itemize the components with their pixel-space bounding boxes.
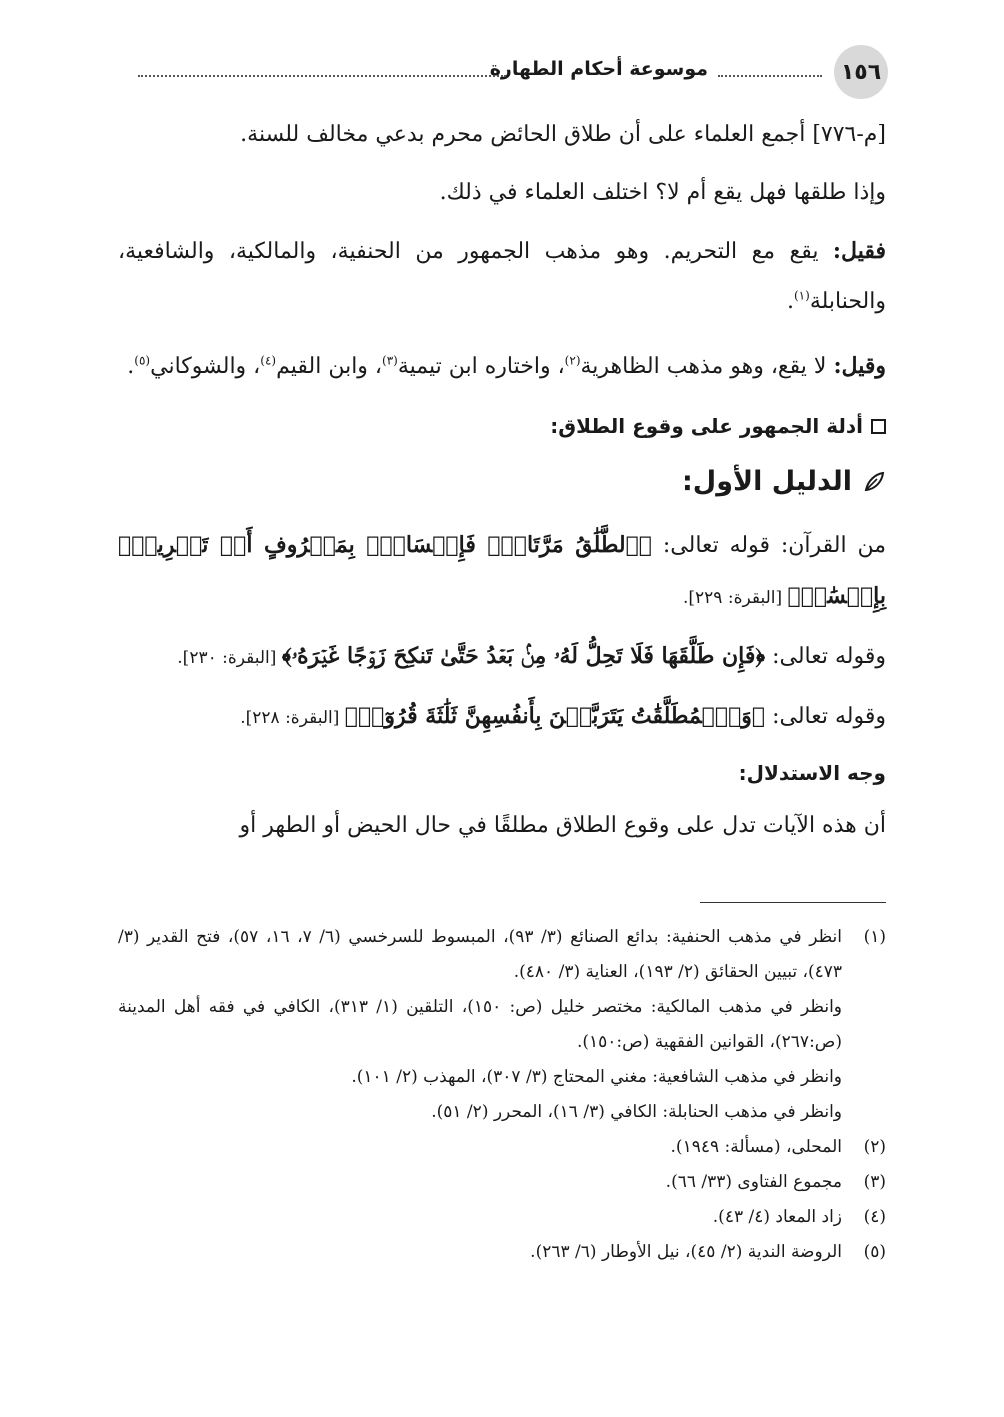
citation-intro: من القرآن: قوله تعالى: xyxy=(652,533,886,558)
footnote-text: زاد المعاد (٤/ ٤٣). xyxy=(712,1207,842,1227)
paragraph-majority-view xyxy=(118,226,886,327)
running-title: موسوعة أحكام الطهارة xyxy=(489,58,708,80)
paragraph-text: ، والشوكاني xyxy=(150,354,261,379)
footnote-number: (٤) xyxy=(863,1207,886,1227)
heading-text: الدليل الأول: xyxy=(681,466,852,497)
quran-citation-2 xyxy=(118,631,886,683)
footnote-text: المحلى، (مسألة: ١٩٤٩). xyxy=(670,1137,842,1157)
paragraph-minority-view xyxy=(118,341,886,392)
verse-reference: [البقرة: ٢٣٠]. xyxy=(177,648,282,668)
citation-intro: وقوله تعالى: xyxy=(765,644,886,669)
footnote-ref-3[interactable]: (٣) xyxy=(382,353,398,368)
verse-reference: [البقرة: ٢٢٩]. xyxy=(682,588,788,608)
footnote-ref-4[interactable]: (٤) xyxy=(260,353,277,368)
footnote-number: (٢) xyxy=(863,1137,886,1157)
footnotes xyxy=(118,920,886,1270)
paragraph-consensus: [م-٧٧٦] أجمع العلماء على أن طلاق الحائض محرم بدعي مخالف للسنة. xyxy=(240,122,886,147)
quran-verse: ﴿ٱلطَّلَٰقُ مَرَّتَانِۖ فَإِمۡسَاكُۢ بِمَعۡرُوفٍ أَوۡ تَسۡرِيحُۢ بِإِحۡسَٰنٖ﴾ xyxy=(118,532,886,609)
lead-word: وقيل: xyxy=(833,353,886,379)
quran-citation-3 xyxy=(118,691,886,743)
header-dots-left xyxy=(138,75,506,77)
footnote-continuation: وانظر في مذهب الحنابلة: الكافي (٣/ ١٦)، المحرر (٢/ ٥١). xyxy=(431,1102,842,1122)
footnote-5 xyxy=(118,1235,886,1270)
quran-verse: ﴿فَإِن طَلَّقَهَا فَلَا تَحِلُّ لَهُۥ مِنۢ بَعۡدُ حَتَّىٰ تَنكِحَ زَوۡجًا غَيۡرَهُۥ﴾ xyxy=(281,643,766,669)
lead-word: فقيل: xyxy=(832,238,886,264)
punctuation: . xyxy=(786,289,794,314)
quran-verse: ﴿وَٱلۡمُطَلَّقَٰتُ يَتَرَبَّصۡنَ بِأَنفُسِهِنَّ ثَلَٰثَةَ قُرُوٓءٖ﴾ xyxy=(344,703,766,729)
footnote-number: (٥) xyxy=(863,1242,886,1262)
heading-text: أدلة الجمهور على وقوع الطلاق: xyxy=(550,414,863,438)
page-number: ١٥٦ xyxy=(834,45,888,99)
footnote-text: انظر في مذهب الحنفية: بدائع الصنائع (٣/ ٩٣)، المبسوط للسرخسي (٦/ ٧، ١٦، ٥٧)، فتح القدير (٣/ ٤٧٣)، تبيين الحقائق (٢/ ١٩٣)، العناية (٣/ ٤٨٠). xyxy=(118,927,842,982)
section-heading-inference: وجه الاستدلال: xyxy=(738,761,886,785)
paragraph-question: وإذا طلقها فهل يقع أم لا؟ اختلف العلماء في ذلك. xyxy=(439,180,886,205)
punctuation: . xyxy=(127,354,135,379)
paragraph-text: ، وابن القيم xyxy=(276,354,383,379)
footnote-divider xyxy=(700,902,886,903)
footnote-ref-1[interactable]: (١) xyxy=(793,288,810,303)
quran-citation-1 xyxy=(118,520,886,623)
footnote-ref-5[interactable]: (٥) xyxy=(134,353,151,368)
header-dots-right xyxy=(718,75,822,77)
paragraph-text: ، واختاره ابن تيمية xyxy=(397,354,565,379)
footnote-continuation: وانظر في مذهب الشافعية: مغني المحتاج (٣/ ٣٠٧)، المهذب (٢/ ١٠١). xyxy=(351,1067,842,1087)
citation-intro: وقوله تعالى: xyxy=(765,704,886,729)
verse-reference: [البقرة: ٢٢٨]. xyxy=(240,708,345,728)
section-heading-evidence xyxy=(118,406,886,446)
footnote-text: مجموع الفتاوى (٣٣/ ٦٦). xyxy=(665,1172,842,1192)
footnote-3 xyxy=(118,1165,886,1200)
footnote-ref-2[interactable]: (٢) xyxy=(564,353,581,368)
paragraph-text: لا يقع، وهو مذهب الظاهرية xyxy=(580,354,834,379)
footnote-2 xyxy=(118,1130,886,1165)
section-heading-first-evidence xyxy=(118,456,886,508)
footnote-text: الروضة الندية (٢/ ٤٥)، نيل الأوطار (٦/ ٢٦٣). xyxy=(530,1242,842,1262)
footnote-4 xyxy=(118,1200,886,1235)
checkbox-icon xyxy=(871,419,886,434)
footnote-number: (٣) xyxy=(863,1172,886,1192)
paragraph-inference: أن هذه الآيات تدل على وقوع الطلاق مطلقًا في حال الحيض أو الطهر أو xyxy=(239,813,886,838)
paragraph-text: يقع مع التحريم. وهو مذهب الجمهور من الحنفية، والمالكية، والشافعية، والحنابلة xyxy=(118,239,886,314)
footnote-number: (١) xyxy=(863,927,886,947)
footnote-continuation: وانظر في مذهب المالكية: مختصر خليل (ص: ١٥٠)، التلقين (١/ ٣١٣)، الكافي في فقه أهل المدينة (ص:٢٦٧)، القوانين الفقهية (ص:١٥٠). xyxy=(118,997,843,1052)
main-text xyxy=(118,110,886,865)
leaf-icon xyxy=(862,470,886,494)
footnote-1 xyxy=(118,920,886,990)
